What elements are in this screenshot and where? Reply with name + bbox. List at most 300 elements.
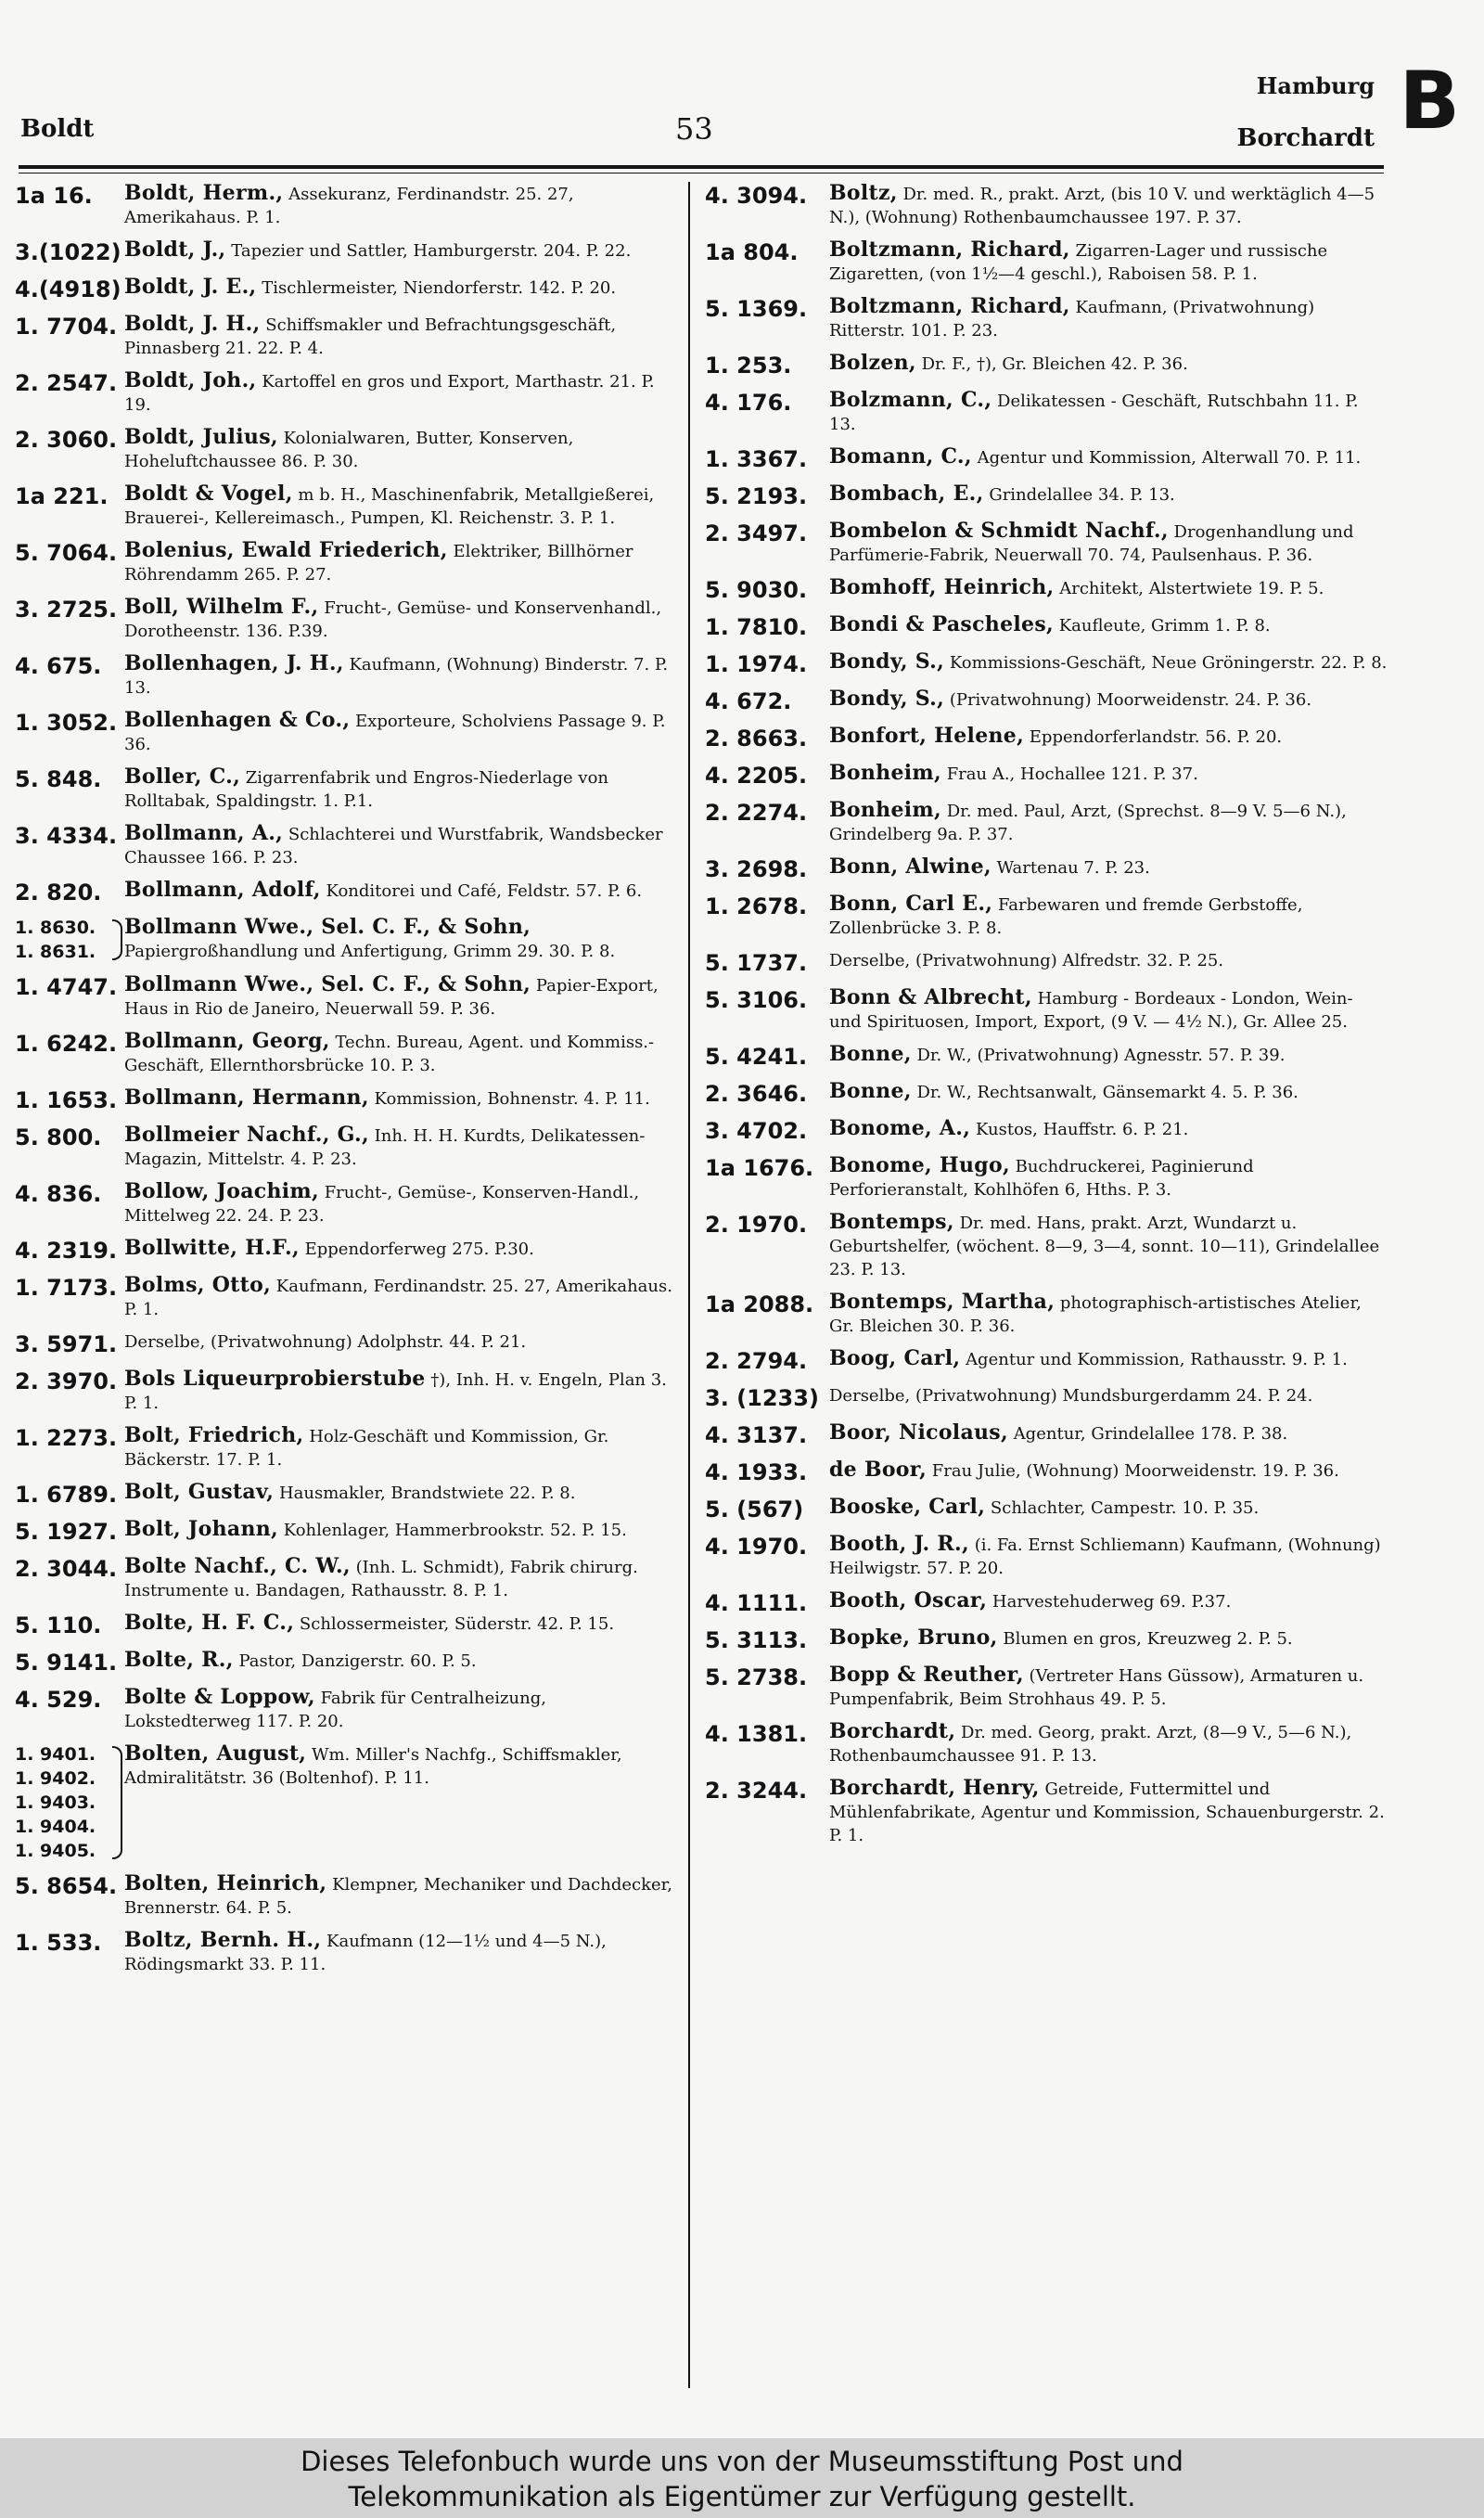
subscriber-details: Kaufmann (12—1½ und 4—5 N.), Rödingsmarkt 33. P. 11.: [124, 1932, 607, 1974]
phone-number: 1. 7173.: [15, 1275, 118, 1301]
entry-text: [124, 709, 675, 756]
entry-text: [124, 369, 675, 417]
phone-number: 4. 3137.: [705, 1422, 808, 1448]
directory-entry: [705, 1496, 1388, 1523]
directory-entry: [705, 1720, 1388, 1767]
subscriber-details: Blumen en gros, Kreuzweg 2. P. 5.: [1003, 1629, 1293, 1649]
subscriber-name: Bontemps, Martha,: [829, 1290, 1055, 1314]
subscriber-details: Inh. H. H. Kurdts, Delikatessen-Magazin, Mittelstr. 4. P. 23.: [124, 1126, 646, 1169]
subscriber-name: Boldt & Vogel,: [124, 482, 293, 506]
subscriber-details: Eppendorferlandstr. 56. P. 20.: [1029, 727, 1283, 747]
entry-text: [829, 1458, 1388, 1483]
entry-text: [829, 1626, 1388, 1651]
subscriber-details: Kaufmann, (Wohnung) Binderstr. 7. P. 13.: [124, 655, 669, 698]
column-divider: [688, 182, 690, 2388]
subscriber-details: Techn. Bureau, Agent. und Kommiss.-Geschäft, Ellernthorsbrücke 10. P. 3.: [124, 1033, 655, 1075]
directory-entry: [705, 1777, 1388, 1847]
phone-number: 5. 2738.: [705, 1664, 808, 1690]
subscriber-name: Bolms, Otto,: [124, 1273, 272, 1297]
entry-text: [829, 893, 1388, 940]
entry-text: [829, 576, 1388, 600]
directory-entry: [705, 1421, 1388, 1449]
subscriber-name: Boltz,: [829, 181, 898, 205]
subscriber-details: Agentur, Grindelallee 178. P. 38.: [1013, 1424, 1288, 1444]
subscriber-details: (Inh. L. Schmidt), Fabrik chirurg. Instrumente u. Bandagen, Rathausstr. 8. P. 1.: [124, 1558, 638, 1600]
entry-text: [829, 1154, 1388, 1201]
directory-entry: [705, 799, 1388, 846]
directory-entry: [15, 1030, 675, 1077]
subscriber-name: Boog, Carl,: [829, 1346, 961, 1370]
phone-number: 5. 1927.: [15, 1519, 118, 1545]
phone-number: 1. 7810.: [705, 614, 808, 640]
number-group-brace: [112, 1746, 122, 1859]
phone-number: 4. 2319.: [15, 1238, 118, 1264]
phone-number: 1a 1676.: [705, 1155, 814, 1181]
entry-text: [124, 313, 675, 360]
directory-entry: [705, 1291, 1388, 1338]
directory-entry: [15, 1929, 675, 1976]
phone-number: 5. 1369.: [705, 296, 808, 322]
entry-text: [829, 855, 1388, 880]
entry-text: [829, 1589, 1388, 1613]
phone-number: 4. 1381.: [705, 1721, 808, 1747]
subscriber-name: de Boor,: [829, 1458, 928, 1482]
directory-entry: [15, 1368, 675, 1415]
directory-entry: [15, 276, 675, 303]
directory-entry: [705, 1384, 1388, 1412]
phone-number: 1. 4747.: [15, 974, 118, 1000]
subscriber-details: Schlachter, Campestr. 10. P. 35.: [990, 1498, 1260, 1518]
phone-number: 4. 2205.: [705, 763, 808, 789]
directory-entry: [15, 426, 675, 473]
entry-text: [124, 482, 675, 530]
footer-line-2: Telekommunikation als Eigentümer zur Verfügung gestellt.: [348, 2481, 1136, 2512]
entry-text: [124, 1368, 675, 1415]
phone-number: 1. 3052.: [15, 710, 118, 736]
directory-entry: [705, 687, 1388, 715]
directory-entry: [15, 1481, 675, 1509]
phone-number: 3. 4702.: [705, 1118, 808, 1144]
entry-text: [829, 295, 1388, 342]
entry-text: [124, 426, 675, 473]
subscriber-details: (Vertreter Hans Güssow), Armaturen u. Pumpenfabrik, Beim Strohhaus 49. P. 5.: [829, 1666, 1364, 1709]
entry-text: [124, 1030, 675, 1077]
footer-notice: [0, 2438, 1484, 2518]
header-left-keyword: Boldt: [20, 115, 95, 143]
subscriber-details: Eppendorferweg 275. P.30.: [304, 1240, 534, 1259]
subscriber-name: Bolte Nachf., C. W.,: [124, 1554, 351, 1578]
subscriber-details: Papiergroßhandlung und Anfertigung, Grimm 29. 30. P. 8.: [124, 942, 616, 961]
entry-text: [124, 1274, 675, 1321]
directory-entry: [705, 1626, 1388, 1654]
subscriber-name: Bombach, E.,: [829, 482, 984, 506]
directory-entry: [15, 1555, 675, 1602]
subscriber-details: Derselbe, (Privatwohnung) Adolphstr. 44. P. 21.: [124, 1332, 527, 1352]
subscriber-name: Bonn, Carl E.,: [829, 892, 993, 916]
directory-entry: [705, 949, 1388, 977]
footer-line-1: Dieses Telefonbuch wurde uns von der Museumsstiftung Post und: [301, 2446, 1183, 2477]
phone-number: 2. 2274.: [705, 800, 808, 826]
directory-entry: [705, 855, 1388, 883]
subscriber-name: Boldt, J.,: [124, 238, 226, 262]
phone-number: 2. 3044.: [15, 1556, 118, 1582]
phone-number: 1a 221.: [15, 483, 109, 509]
phone-number: 1. 6789.: [15, 1482, 118, 1508]
subscriber-details: Frucht-, Gemüse- und Konservenhandl., Dorotheenstr. 136. P.39.: [124, 598, 662, 641]
entry-text: [124, 1237, 675, 1261]
subscriber-details: Kaufmann, Ferdinandstr. 25. 27, Amerikahaus. P. 1.: [124, 1277, 672, 1319]
entry-text: [829, 613, 1388, 637]
phone-number: 4. 3094.: [705, 183, 808, 209]
subscriber-details: Wartenau 7. P. 23.: [996, 858, 1150, 878]
directory-entry: [15, 1086, 675, 1114]
subscriber-details: Delikatessen - Geschäft, Rutschbahn 11. P. 13.: [829, 392, 1359, 434]
subscriber-details: Kustos, Hauffstr. 6. P. 21.: [975, 1120, 1189, 1139]
directory-entry: [15, 1274, 675, 1321]
entry-text: [124, 1555, 675, 1602]
directory-entry: [15, 1237, 675, 1265]
entry-text: [829, 1533, 1388, 1580]
subscriber-name: Boldt, Joh.,: [124, 368, 257, 392]
phone-number: 4. 675.: [15, 653, 102, 679]
directory-entry: [705, 650, 1388, 678]
directory-entry: [15, 652, 675, 700]
phone-number: 5. 8654.: [15, 1873, 118, 1899]
entry-text: [124, 1649, 675, 1673]
phone-number: 4. 672.: [705, 688, 792, 714]
subscriber-name: Booth, J. R.,: [829, 1532, 969, 1556]
subscriber-details: †), Inh. H. v. Engeln, Plan 3. P. 1.: [124, 1370, 667, 1413]
directory-entry: [15, 973, 675, 1021]
phone-number: 1a 2088.: [705, 1291, 814, 1317]
subscriber-details: Kohlenlager, Hammerbrookstr. 52. P. 15.: [283, 1521, 627, 1540]
entry-text: [124, 1612, 675, 1636]
subscriber-details: Exporteure, Scholviens Passage 9. P. 36.: [124, 712, 666, 754]
subscriber-details: Farbewaren und fremde Gerbstoffe, Zollenbrücke 3. P. 8.: [829, 895, 1303, 938]
subscriber-details: Derselbe, (Privatwohnung) Mundsburgerdamm 24. P. 24.: [829, 1386, 1313, 1406]
entry-text: [829, 1720, 1388, 1767]
subscriber-details: Dr. W., Rechtsanwalt, Gänsemarkt 4. 5. P. 36.: [916, 1083, 1298, 1102]
entry-text: [124, 1330, 675, 1354]
subscriber-name: Bonfort, Helene,: [829, 724, 1025, 748]
phone-number: 1. 9401. 1. 9402. 1. 9403. 1. 9404. 1. 9405.: [15, 1742, 124, 1863]
subscriber-name: Bombelon & Schmidt Nachf.,: [829, 519, 1169, 543]
subscriber-name: Bollenhagen, J. H.,: [124, 651, 344, 675]
directory-entry: [15, 822, 675, 869]
subscriber-details: Papier-Export, Haus in Rio de Janeiro, Neuerwall 59. P. 36.: [124, 976, 659, 1019]
directory-entry: [705, 893, 1388, 940]
directory-entry: [705, 1043, 1388, 1071]
entry-text: [829, 949, 1388, 972]
directory-entry: [15, 1180, 675, 1227]
phone-number: 4. 1111.: [705, 1590, 808, 1616]
subscriber-name: Bollmann, Georg,: [124, 1029, 330, 1053]
phone-number: 1a 804.: [705, 239, 799, 265]
directory-entry: [15, 1124, 675, 1171]
directory-entry: [705, 1154, 1388, 1201]
phone-number: 5. 7064.: [15, 540, 118, 566]
subscriber-name: Bondy, S.,: [829, 687, 945, 711]
subscriber-name: Bomhoff, Heinrich,: [829, 575, 1055, 599]
phone-number: 1. 8630. 1. 8631.: [15, 916, 124, 964]
directory-entry: [15, 596, 675, 643]
directory-entry: [15, 369, 675, 417]
entry-text: [829, 687, 1388, 712]
subscriber-name: Bols Liqueurprobierstube: [124, 1367, 426, 1391]
directory-entry: [705, 1080, 1388, 1108]
directory-entry: [705, 295, 1388, 342]
entry-text: [829, 762, 1388, 786]
subscriber-name: Boll, Wilhelm F.,: [124, 595, 319, 619]
subscriber-name: Bonne,: [829, 1042, 912, 1066]
subscriber-name: Bopp & Reuther,: [829, 1663, 1024, 1687]
header-rule-thick: [19, 165, 1384, 169]
directory-entry: [705, 1211, 1388, 1281]
phone-number: 2. 3646.: [705, 1081, 808, 1107]
subscriber-details: Zigarrenfabrik und Engros-Niederlage von Rolltabak, Spaldingstr. 1. P.1.: [124, 768, 609, 811]
subscriber-details: Buchdruckerei, Paginierund Perforieranstalt, Kohlhöfen 6, Hths. P. 3.: [829, 1157, 1254, 1200]
entry-text: [829, 1496, 1388, 1520]
subscriber-name: Bonome, A.,: [829, 1116, 971, 1140]
subscriber-name: Boldt, Herm.,: [124, 181, 284, 205]
phone-number: 5. 2193.: [705, 483, 808, 509]
directory-entry: [705, 1458, 1388, 1486]
subscriber-name: Bollmann Wwe., Sel. C. F., & Sohn,: [124, 972, 531, 996]
directory-entry: [15, 879, 675, 906]
subscriber-name: Boldt, J. E.,: [124, 275, 257, 299]
phone-number: 5. 9030.: [705, 577, 808, 603]
directory-entry: [705, 1117, 1388, 1145]
subscriber-details: Dr. med. Paul, Arzt, (Sprechst. 8—9 V. 5—6 N.), Grindelberg 9a. P. 37.: [829, 802, 1347, 844]
directory-entry: [15, 1518, 675, 1546]
subscriber-name: Bomann, C.,: [829, 444, 972, 469]
phone-number: 5. 4241.: [705, 1044, 808, 1070]
subscriber-name: Bollmann, Adolf,: [124, 878, 321, 902]
subscriber-details: Agentur und Kommission, Rathausstr. 9. P. 1.: [966, 1350, 1348, 1369]
entry-text: [829, 1043, 1388, 1067]
phone-number: 2. 820.: [15, 880, 102, 906]
phone-number: 1. 533.: [15, 1930, 102, 1956]
subscriber-details: Klempner, Mechaniker und Dachdecker, Brennerstr. 64. P. 5.: [124, 1875, 672, 1918]
subscriber-details: Pastor, Danzigerstr. 60. P. 5.: [238, 1651, 477, 1671]
section-letter: B: [1399, 55, 1460, 148]
subscriber-name: Bollmann, A.,: [124, 821, 284, 845]
entry-text: [829, 1384, 1388, 1407]
subscriber-details: Frucht-, Gemüse-, Konserven-Handl., Mittelweg 22. 24. P. 23.: [124, 1183, 640, 1226]
subscriber-details: Grindelallee 34. P. 13.: [989, 485, 1175, 505]
subscriber-name: Bollow, Joachim,: [124, 1179, 319, 1203]
subscriber-details: Wm. Miller's Nachfg., Schiffsmakler, Admiralitätstr. 36 (Boltenhof). P. 11.: [124, 1745, 622, 1788]
phone-number: 3. 2725.: [15, 597, 118, 623]
directory-entry: [705, 1664, 1388, 1711]
phone-number: 4. 176.: [705, 390, 792, 416]
entry-text: [829, 1117, 1388, 1141]
subscriber-details: Tapezier und Sattler, Hamburgerstr. 204. P. 22.: [231, 241, 632, 261]
subscriber-name: Bonome, Hugo,: [829, 1153, 1010, 1177]
subscriber-details: Dr. W., (Privatwohnung) Agnesstr. 57. P. 39.: [916, 1046, 1286, 1065]
phone-number: 1. 3367.: [705, 446, 808, 472]
directory-entry: [15, 182, 675, 229]
phone-number: 5. 800.: [15, 1124, 102, 1150]
entry-text: [829, 1777, 1388, 1847]
subscriber-name: Bolenius, Ewald Friederich,: [124, 538, 448, 562]
subscriber-name: Bolte, R.,: [124, 1648, 234, 1672]
subscriber-name: Bondy, S.,: [829, 649, 945, 674]
subscriber-name: Bolte, H. F. C.,: [124, 1611, 295, 1635]
subscriber-details: Frau A., Hochallee 121. P. 37.: [946, 764, 1198, 784]
subscriber-details: Zigarren-Lager und russische Zigaretten, (von 1½—4 geschl.), Raboisen 58. P. 1.: [829, 241, 1328, 284]
directory-entry: [705, 445, 1388, 473]
directory-entry: [15, 313, 675, 360]
number-group-brace: [112, 919, 122, 960]
phone-number: 4.(4918): [15, 276, 122, 302]
entry-text: [124, 973, 675, 1021]
subscriber-name: Boltzmann, Richard,: [829, 238, 1070, 262]
phone-number: 5. 9141.: [15, 1650, 118, 1676]
subscriber-details: Kommission, Bohnenstr. 4. P. 11.: [374, 1089, 650, 1109]
subscriber-details: Hamburg - Bordeaux - London, Wein- und Spirituosen, Import, Export, (9 V. — 4½ N.), Gr. Allee 25.: [829, 989, 1353, 1032]
phone-number: 2. 2547.: [15, 370, 118, 396]
phone-number: 5. 848.: [15, 766, 102, 792]
entry-text: [124, 539, 675, 586]
entry-text: [829, 650, 1388, 674]
phone-number: 3. (1233): [705, 1385, 819, 1411]
entry-text: [829, 238, 1388, 286]
entry-text: [124, 276, 675, 300]
header-right-keyword: Borchardt: [1236, 124, 1375, 152]
header-city: Hamburg: [1256, 72, 1375, 99]
page-number: 53: [675, 111, 713, 147]
subscriber-details: (i. Fa. Ernst Schliemann) Kaufmann, (Wohnung) Heilwigstr. 57. P. 20.: [829, 1535, 1381, 1578]
subscriber-details: Harvestehuderweg 69. P.37.: [991, 1592, 1232, 1612]
phone-number: 3. 4334.: [15, 823, 118, 849]
entry-text: [124, 652, 675, 700]
entry-text: [829, 799, 1388, 846]
entry-text: [124, 1686, 675, 1733]
subscriber-name: Borchardt,: [829, 1719, 956, 1743]
subscriber-name: Boller, C.,: [124, 764, 241, 789]
subscriber-name: Borchardt, Henry,: [829, 1776, 1040, 1800]
subscriber-details: Tischlermeister, Niendorferstr. 142. P. 20.: [262, 278, 617, 298]
directory-entry: [15, 1872, 675, 1920]
phone-number: 2. 3244.: [705, 1778, 808, 1804]
entry-text: [124, 1929, 675, 1976]
entry-text: [124, 822, 675, 869]
subscriber-details: Kaufmann, (Privatwohnung) Ritterstr. 101. P. 23.: [829, 298, 1315, 340]
subscriber-name: Bolte & Loppow,: [124, 1685, 315, 1709]
directory-entry: [15, 539, 675, 586]
entry-text: [829, 725, 1388, 749]
entry-text: [124, 1518, 675, 1542]
directory-entry: [705, 352, 1388, 379]
directory-entry: [705, 238, 1388, 286]
entry-text: [124, 916, 675, 963]
phone-number: 1. 7704.: [15, 314, 118, 340]
directory-entry: [15, 1612, 675, 1639]
subscriber-name: Boldt, Julius,: [124, 425, 278, 449]
phone-number: 2. 1970.: [705, 1212, 808, 1238]
phone-number: 5. 3106.: [705, 987, 808, 1013]
subscriber-name: Bonheim,: [829, 761, 941, 785]
subscriber-details: Kommissions-Geschäft, Neue Gröningerstr. 22. P. 8.: [949, 653, 1388, 673]
entry-text: [124, 182, 675, 229]
subscriber-name: Bolzmann, C.,: [829, 388, 992, 412]
subscriber-name: Bondi & Pascheles,: [829, 612, 1054, 636]
subscriber-details: Kolonialwaren, Butter, Konserven, Hoheluftchaussee 86. P. 30.: [124, 429, 574, 471]
subscriber-details: Holz-Geschäft und Kommission, Gr. Bäckerstr. 17. P. 1.: [124, 1427, 609, 1470]
phone-number: 1. 2273.: [15, 1425, 118, 1451]
phone-number: 4. 1933.: [705, 1459, 808, 1485]
subscriber-details: Kartoffel en gros und Export, Marthastr. 21. P. 19.: [124, 372, 655, 415]
entry-text: [829, 1664, 1388, 1711]
entry-text: [829, 1421, 1388, 1445]
phone-number: 3.(1022): [15, 239, 122, 265]
phone-number: 2. 8663.: [705, 726, 808, 752]
directory-entry: [705, 520, 1388, 567]
phone-number: 1. 253.: [705, 353, 792, 379]
entry-text: [124, 1481, 675, 1505]
subscriber-name: Bollwitte, H.F.,: [124, 1236, 300, 1260]
entry-text: [829, 1080, 1388, 1104]
subscriber-name: Bolt, Johann,: [124, 1517, 278, 1541]
entry-text: [124, 238, 675, 263]
subscriber-name: Boltz, Bernh. H.,: [124, 1928, 322, 1952]
directory-entry: [705, 986, 1388, 1034]
phone-number: 4. 529.: [15, 1687, 102, 1713]
subscriber-name: Bopke, Bruno,: [829, 1625, 998, 1650]
subscriber-name: Bonn, Alwine,: [829, 854, 991, 879]
entry-text: [829, 1211, 1388, 1281]
phone-number: 3. 5971.: [15, 1331, 118, 1357]
subscriber-name: Bolt, Gustav,: [124, 1480, 275, 1504]
subscriber-details: (Privatwohnung) Moorweidenstr. 24. P. 36.: [949, 690, 1312, 710]
directory-entry: [15, 1742, 675, 1863]
entry-text: [829, 445, 1388, 469]
left-column: [15, 182, 675, 1985]
directory-entry: [705, 725, 1388, 752]
directory-entry: [15, 765, 675, 813]
directory-entry: [15, 1424, 675, 1471]
entry-text: [829, 182, 1388, 229]
entry-text: [124, 1872, 675, 1920]
phone-number: 2. 3497.: [705, 520, 808, 546]
subscriber-name: Bolten, Heinrich,: [124, 1871, 327, 1895]
directory-entry: [705, 482, 1388, 510]
right-column: [705, 182, 1388, 1856]
phone-number: 3. 2698.: [705, 856, 808, 882]
phone-number: 5. (567): [705, 1497, 804, 1522]
phone-number: 1. 1653.: [15, 1087, 118, 1113]
entry-text: [124, 1742, 675, 1790]
subscriber-name: Bolzen,: [829, 351, 916, 375]
subscriber-name: Boor, Nicolaus,: [829, 1420, 1008, 1445]
subscriber-details: Fabrik für Centralheizung, Lokstedterweg 117. P. 20.: [124, 1689, 546, 1731]
directory-entry: [15, 238, 675, 266]
subscriber-name: Bollenhagen & Co.,: [124, 708, 351, 732]
subscriber-name: Bolt, Friedrich,: [124, 1423, 304, 1447]
entry-text: [829, 352, 1388, 376]
entry-text: [124, 1180, 675, 1227]
subscriber-details: Dr. med. Hans, prakt. Arzt, Wundarzt u. Geburtshelfer, (wöchent. 8—9, 3—4, sonnt. 10—11), Grindelallee 23. P. 13.: [829, 1214, 1380, 1279]
phone-number: 1. 1974.: [705, 651, 808, 677]
subscriber-name: Booske, Carl,: [829, 1495, 986, 1519]
entry-text: [124, 1086, 675, 1111]
directory-entry: [705, 1347, 1388, 1375]
entry-text: [829, 520, 1388, 567]
subscriber-details: Dr. med. R., prakt. Arzt, (bis 10 V. und werktäglich 4—5 N.), (Wohnung) Rothenbaumchaussee 197. P. 37.: [829, 185, 1375, 227]
entry-text: [829, 389, 1388, 436]
entry-text: [124, 765, 675, 813]
